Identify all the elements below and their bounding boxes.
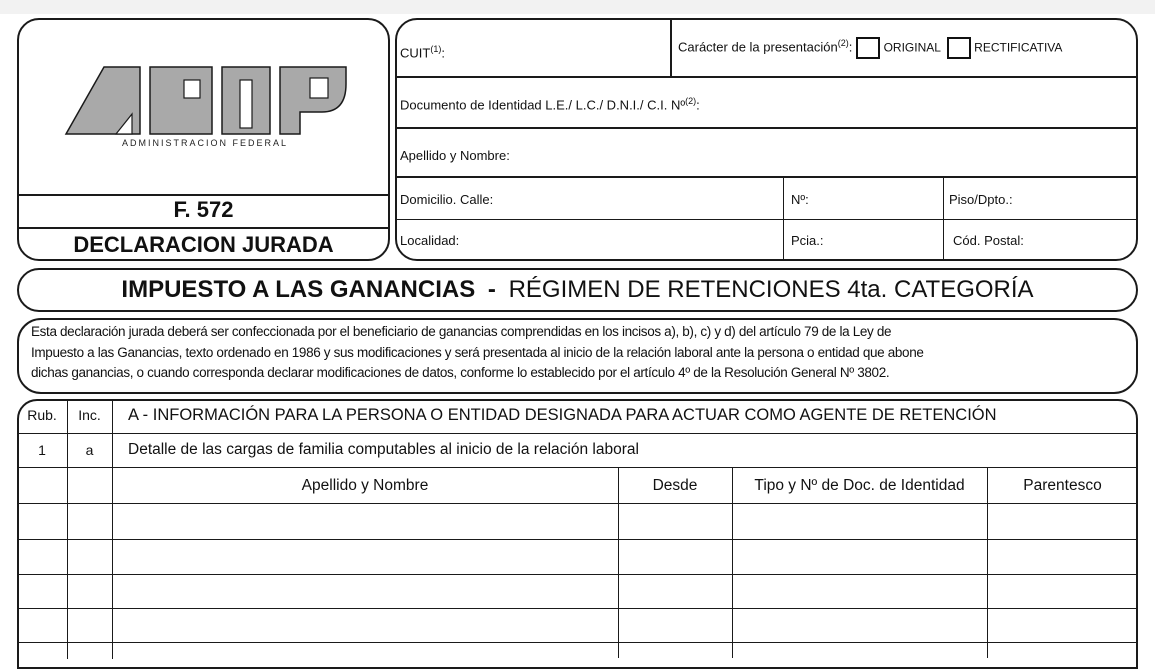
table-row[interactable] xyxy=(112,540,1138,573)
numero-field[interactable]: Nº: xyxy=(791,192,809,207)
cuit-footnote: (1) xyxy=(430,44,442,54)
row1-rub: 1 xyxy=(38,442,46,458)
table-line-1 xyxy=(17,433,1138,434)
logo-divider xyxy=(17,194,390,196)
row-divider-1 xyxy=(395,76,1138,78)
form-type: DECLARACION JURADA xyxy=(73,232,334,257)
rectificativa-label: RECTIFICATIVA xyxy=(974,40,1063,55)
cuit-divider xyxy=(670,18,672,76)
row-divider-2 xyxy=(395,127,1138,129)
rectificativa-checkbox[interactable] xyxy=(947,37,971,59)
notice-line-3: dichas ganancias, o cuando corresponda declarar modificaciones de datos, conforme lo establecido por el artículo 4º de la Resolución General Nº 3802. xyxy=(31,365,890,380)
documento-footnote: (2) xyxy=(685,96,697,106)
caracter-footnote: (2) xyxy=(837,38,849,49)
title-bold: IMPUESTO A LAS GANANCIAS xyxy=(121,276,476,303)
row-divider-3 xyxy=(395,176,1138,178)
form-number-divider xyxy=(17,227,390,229)
piso-divider xyxy=(943,176,944,261)
logo-f-shape xyxy=(150,67,212,134)
notice-line-1: Esta declaración jurada deberá ser confeccionada por el beneficiario de ganancias comprendidas en los incisos a), b), c) y d) del artículo 79 de la Ley de xyxy=(31,324,892,339)
logo-caption: ADMINISTRACION FEDERAL xyxy=(121,138,288,148)
top-band xyxy=(0,0,1155,14)
rub-col-divider xyxy=(67,399,68,659)
pcia-field[interactable]: Pcia.: xyxy=(791,233,824,248)
piso-field[interactable]: Piso/Dpto.: xyxy=(949,192,1013,207)
documento-field[interactable]: Documento de Identidad L.E./ L.C./ D.N.I./ C.I. Nº$^{(2)}$: xyxy=(400,96,700,113)
form-number: F. 572 xyxy=(173,197,234,222)
numero-divider xyxy=(783,176,784,261)
afip-logo-icon xyxy=(60,64,350,138)
col-apellido-header: Apellido y Nombre xyxy=(301,477,429,494)
table-line-2 xyxy=(17,467,1138,468)
original-label: ORIGINAL xyxy=(883,40,941,55)
inc-header: Inc. xyxy=(78,407,101,423)
caracter-label: Carácter de la presentación xyxy=(678,39,838,55)
cuit-label: CUIT xyxy=(400,45,431,61)
title-separator: - xyxy=(487,276,496,303)
row1-description: Detalle de las cargas de familia computables al inicio de la relación laboral xyxy=(128,441,639,458)
notice-line-2: Impuesto a las Ganancias, texto ordenado en 1986 y sus modificaciones y será presentada al inicio de la relación laboral ante la persona o entidad que abone xyxy=(31,344,924,360)
postal-field[interactable]: Cód. Postal: xyxy=(953,233,1024,248)
table-line-7 xyxy=(17,642,1138,643)
logo-p-shape xyxy=(280,67,346,134)
localidad-field[interactable]: Localidad: xyxy=(400,233,460,248)
documento-label: Documento de Identidad L.E./ L.C./ D.N.I./ C.I. Nº xyxy=(400,97,686,113)
col-tipo-doc-header: Tipo y Nº de Doc. de Identidad xyxy=(754,477,965,494)
original-checkbox[interactable] xyxy=(856,37,880,59)
apellido-field[interactable]: Apellido y Nombre: xyxy=(400,148,510,163)
table-row[interactable] xyxy=(112,504,1138,538)
rub-header: Rub. xyxy=(27,407,57,423)
table-row[interactable] xyxy=(112,575,1138,607)
section-title: A - INFORMACIÓN PARA LA PERSONA O ENTIDAD DESIGNADA PARA ACTUAR COMO AGENTE DE RETENCIÓN xyxy=(128,406,997,424)
domicilio-field[interactable]: Domicilio. Calle: xyxy=(400,192,494,207)
page-title xyxy=(17,276,1138,304)
caracter-field: Carácter de la presentación$^{(2)}$: ORIGINAL RECTIFICATIVA xyxy=(678,37,1062,59)
col-parentesco-header: Parentesco xyxy=(1023,477,1102,494)
col-desde-header: Desde xyxy=(652,477,698,494)
row1-inc: a xyxy=(85,442,94,458)
title-normal: RÉGIMEN DE RETENCIONES 4ta. CATEGORÍA xyxy=(508,276,1034,303)
table-row[interactable] xyxy=(112,609,1138,641)
row-divider-4 xyxy=(395,219,1138,220)
cuit-field[interactable]: CUIT$^{(1)}$: xyxy=(400,44,445,61)
notice-text xyxy=(31,322,1129,384)
